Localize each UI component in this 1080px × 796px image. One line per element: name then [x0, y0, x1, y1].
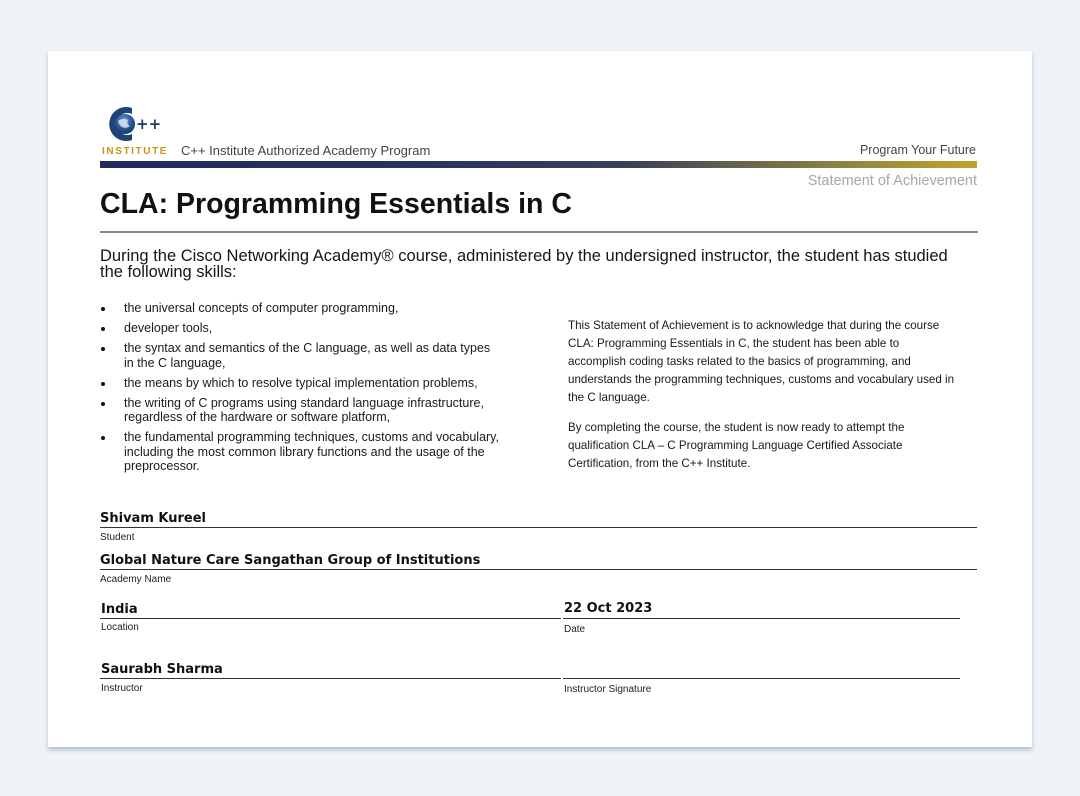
acknowledgement-paragraph: This Statement of Achievement is to acknowledge that during the course CLA: Programming Essentials in C, the student has been able to accomplish coding tasks related to the basics of programming, and understands the programming techniques, customs and vocabulary used in the C language.: [568, 319, 955, 404]
date-line: [563, 618, 960, 619]
program-name: C++ Institute Authorized Academy Program: [181, 143, 431, 158]
academy-label: Academy Name: [100, 574, 172, 585]
location-line: [100, 618, 561, 619]
logo-plus-text: ++: [136, 115, 162, 133]
skills-list: [100, 301, 500, 479]
acknowledgement-block: [568, 317, 958, 485]
intro-text: During the Cisco Networking Academy® course, administered by the undersigned instructor, the student has studied the following skills:: [100, 247, 948, 281]
academy-line: [100, 569, 977, 570]
skill-item: the syntax and semantics of the C language, as well as data types in the C language,: [100, 341, 500, 370]
signature-label: Instructor Signature: [564, 684, 652, 695]
instructor-line: [100, 678, 561, 679]
instructor-name: Saurabh Sharma: [101, 662, 223, 677]
completion-paragraph: By completing the course, the student is now ready to attempt the qualification CLA – C Programming Language Certified Associate Certification, from the C++ Institute.: [568, 421, 905, 470]
location-value: India: [101, 602, 138, 617]
skill-item: developer tools,: [100, 321, 500, 336]
student-name: Shivam Kureel: [100, 511, 206, 526]
tagline: Program Your Future: [859, 143, 976, 157]
date-value: 22 Oct 2023: [564, 601, 653, 616]
skill-item: the means by which to resolve typical implementation problems,: [100, 376, 500, 391]
skill-item: the fundamental programming techniques, customs and vocabulary, including the most common library functions and the usage of the preprocessor.: [100, 430, 500, 474]
student-line: [100, 527, 977, 528]
logo-wordmark: INSTITUTE: [102, 146, 169, 157]
course-title: CLA: Programming Essentials in C: [100, 188, 572, 220]
title-divider: [100, 231, 978, 233]
skill-item: the writing of C programs using standard language infrastructure, regardless of the hardware or software platform,: [100, 396, 500, 425]
location-label: Location: [101, 622, 139, 633]
instructor-label: Instructor: [101, 683, 143, 694]
skill-item: the universal concepts of computer programming,: [100, 301, 500, 316]
date-label: Date: [564, 624, 586, 635]
certificate-page: [48, 51, 1032, 747]
header-color-band: [100, 161, 977, 168]
academy-name: Global Nature Care Sangathan Group of Institutions: [100, 553, 481, 568]
student-label: Student: [100, 532, 135, 543]
statement-label: Statement of Achievement: [807, 173, 977, 189]
signature-line: [563, 678, 960, 679]
